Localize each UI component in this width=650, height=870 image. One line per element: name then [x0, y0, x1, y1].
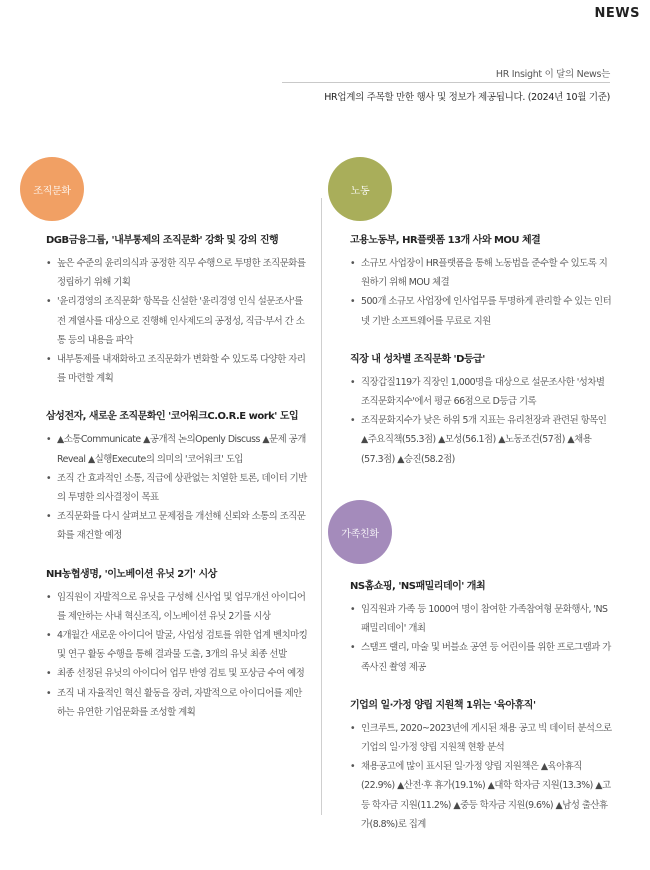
bullet-item: • '윤리경영의 조직문화' 항목을 신설한 '윤리경영 인식 설문조사'를 전 계열사를 대상으로 진행해 인사제도의 공정성, 직급·부서 간 소통 등의 내용을 파악	[46, 292, 308, 350]
category-label: 가족친화	[341, 528, 379, 540]
news-label: NEWS	[594, 6, 640, 21]
right-labor-column	[350, 232, 612, 469]
intro-line-1: HR Insight 이 달의 News는	[495, 69, 610, 80]
bullet-item: • 최종 선정된 유닛의 아이디어 업무 반영 검토 및 포상금 수여 예정	[46, 664, 308, 683]
article-title: 기업의 일·가정 양립 지원책 1위는 '육아휴직'	[350, 699, 536, 711]
category-labor	[328, 157, 392, 221]
bullet-item: • 임직원과 가족 등 1000여 명이 참여한 가족참여형 문화행사, 'NS패밀리데이' 개최	[350, 600, 612, 638]
bullet-item: • 조직문화를 다시 살펴보고 문제점을 개선해 신뢰와 소통의 조직문화를 재건할 예정	[46, 507, 308, 545]
article-title: NS홈쇼핑, 'NS패밀리데이' 개최	[350, 581, 486, 592]
article-work-family-balance	[350, 697, 612, 834]
article-nh	[46, 566, 308, 722]
column-divider	[321, 198, 322, 815]
category-family	[328, 500, 392, 564]
bullet-item: • ▲소통Communicate ▲공개적 논의Openly Discuss ▲문제 공개Reveal ▲실행Execute의 의미의 '코어워크' 도입	[46, 430, 308, 468]
article-dgb	[46, 232, 308, 388]
bullet-item: • 채용공고에 많이 표시된 일·가정 양립 지원책은 ▲육아휴직(22.9%) ▲산전·후 휴가(19.1%) ▲대학 학자금 지원(13.3%) ▲고등 학자금 지원(11.2%) ▲중등 학자금 지원(9.6%) ▲남성 출산휴가(8.8%)로 집계	[350, 757, 612, 834]
bullet-list	[46, 588, 308, 722]
bullet-item: • 조직 간 효과적인 소통, 직급에 상관없는 치열한 토론, 데이터 기반의 투명한 의사결정이 목표	[46, 469, 308, 507]
bullet-list	[46, 430, 308, 545]
left-column	[46, 232, 308, 722]
bullet-item: • 스탬프 랠리, 마술 및 버블쇼 공연 등 어린이를 위한 프로그램과 가족사진 촬영 제공	[350, 638, 612, 676]
bullet-item: • 4개월간 새로운 아이디어 발굴, 사업성 검토를 위한 업계 벤치마킹 및 연구 활동 수행을 통해 결과물 도출, 3개의 유닛 최종 선발	[46, 626, 308, 664]
article-title: 삼성전자, 새로운 조직문화인 '코어워크C.O.R.E work' 도입	[46, 411, 299, 423]
article-gender-discrimination	[350, 351, 612, 469]
article-title: DGB금융그룹, '내부통제의 조직문화' 강화 및 강의 진행	[46, 235, 279, 246]
intro-divider	[282, 82, 610, 83]
article-title: 고용노동부, HR플랫폼 13개 사와 MOU 체결	[350, 235, 541, 246]
bullet-item: • 내부통제를 내재화하고 조직문화가 변화할 수 있도록 다양한 자리를 마련할 계획	[46, 350, 308, 388]
bullet-list	[350, 254, 612, 331]
bullet-item: • 조직 내 자율적인 혁신 활동을 장려, 자발적으로 아이디어를 제안하는 유연한 기업문화를 조성할 계획	[46, 684, 308, 722]
category-org-culture	[20, 157, 84, 221]
bullet-item: • 500개 소규모 사업장에 인사업무를 투명하게 관리할 수 있는 인터넷 기반 소프트웨어를 무료로 지원	[350, 292, 612, 330]
bullet-list	[46, 254, 308, 388]
bullet-item: • 직장갑질119가 직장인 1,000명을 대상으로 설문조사한 '성차별 조직문화지수'에서 평균 66점으로 D등급 기록	[350, 373, 612, 411]
bullet-item: • 임직원이 자발적으로 유닛을 구성해 신사업 및 업무개선 아이디어를 제안하는 사내 혁신조직, 이노베이션 유닛 2기를 시상	[46, 588, 308, 626]
article-title: NH농협생명, '이노베이션 유닛 2기' 시상	[46, 568, 217, 580]
bullet-list	[350, 600, 612, 677]
bullet-item: • 높은 수준의 윤리의식과 공정한 직무 수행으로 투명한 조직문화를 정립하기 위해 기획	[46, 254, 308, 292]
article-moel	[350, 232, 612, 331]
article-ns-homeshopping	[350, 578, 612, 677]
category-label: 조직문화	[33, 185, 71, 197]
bullet-list	[350, 373, 612, 469]
right-family-column	[350, 578, 612, 834]
bullet-item: • 조직문화지수가 낮은 하위 5개 지표는 유리천장과 관련된 항목인 ▲주요직책(55.3점) ▲모성(56.1점) ▲노동조건(57점) ▲채용(57.3점) ▲승진(58.2점)	[350, 411, 612, 469]
article-samsung	[46, 408, 308, 545]
bullet-item: • 인크루트, 2020~2023년에 게시된 채용 공고 빅 데이터 분석으로 기업의 일·가정 양립 지원책 현황 분석	[350, 719, 612, 757]
intro-line-2: HR업계의 주목할 만한 행사 및 정보가 제공됩니다. (2024년 10월 기준)	[324, 92, 610, 103]
bullet-item: • 소규모 사업장이 HR플랫폼을 통해 노동법을 준수할 수 있도록 지원하기 위해 MOU 체결	[350, 254, 612, 292]
bullet-list	[350, 719, 612, 834]
article-title: 직장 내 성차별 조직문화 'D등급'	[350, 353, 485, 365]
category-label: 노동	[350, 185, 370, 197]
